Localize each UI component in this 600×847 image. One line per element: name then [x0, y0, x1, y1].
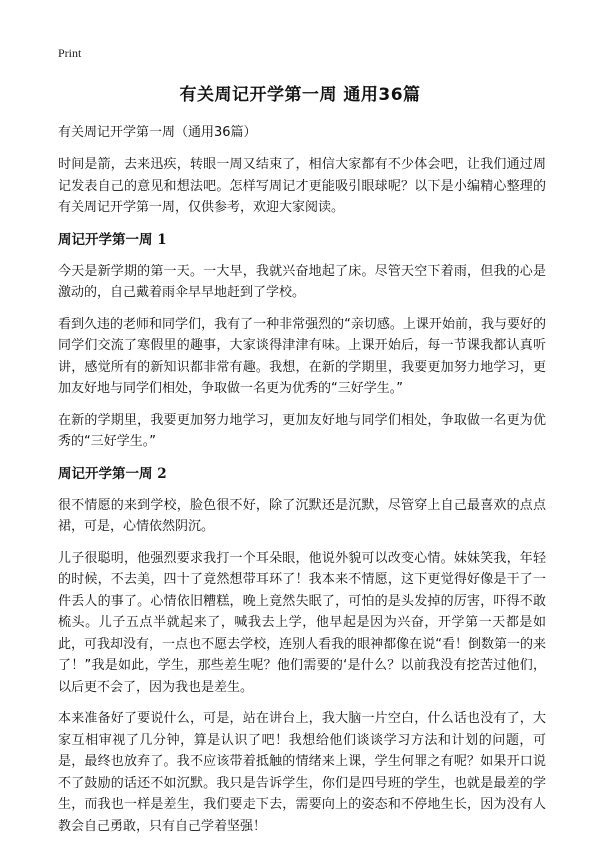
page-title: 有关周记开学第一周 通用36篇 [179, 85, 421, 105]
paragraph: 看到久违的老师和同学们，我有了一种非常强烈的“亲切感。上课开始前，我与要好的同学们交流了寒假里的趣事，大家谈得津津有味。上课开始后，每一节课我都认真听讲，感觉所有的新知识都非常有趣。我想，在新的学期里，我要更加努力地学习，更加友好地与同学们相处，争取做一名更为优秀的“三好学生。” [58, 316, 546, 396]
paragraph: 今天是新学期的第一天。一大早，我就兴奋地起了床。尽管天空下着雨，但我的心是激动的，自己戴着雨伞早早地赶到了学校。 [58, 263, 546, 300]
article-body [58, 122, 546, 847]
print-label: Print [58, 46, 82, 60]
article-subtitle: 有关周记开学第一周（通用36篇） [58, 125, 257, 140]
paragraph: 在新的学期里，我要更加努力地学习，更加友好地与同学们相处，争取做一名更为优秀的“三好学生。” [58, 412, 546, 449]
section-heading: 周记开学第一周 1 [58, 231, 167, 248]
paragraph: 本来准备好了要说什么，可是，站在讲台上，我大脑一片空白，什么话也没有了，大家互相审视了几分钟，算是认识了吧！我想给他们谈谈学习方法和计划的问题，可是，最终也放弃了。我不应该带着抵触的情绪来上课，学生何罪之有呢？如果开口说不了鼓励的话还不如沉默。我只是告诉学生，你们是四号班的学生，也就是最差的学生，而我也一样是差生，我们要走下去，需要向上的姿态和不停地生长，因为没有人教会自己勇敢，只有自己学着坚强！ [58, 711, 546, 834]
paragraph: 很不情愿的来到学校，脸色很不好，除了沉默还是沉默，尽管穿上自己最喜欢的点点裙，可是，心情依然阴沉。 [58, 497, 546, 534]
intro-paragraph: 时间是箭，去来迅疾，转眼一周又结束了，相信大家都有不少体会吧，让我们通过周记发表自己的意见和想法吧。怎样写周记才更能吸引眼球呢？以下是小编精心整理的有关周记开学第一周，仅供参考，欢迎大家阅读。 [58, 157, 546, 215]
section-2 [58, 463, 546, 838]
section-1 [58, 229, 546, 453]
section-heading: 周记开学第一周 2 [58, 465, 167, 482]
paragraph: 儿子很聪明，他强烈要求我打一个耳朵眼，他说外貌可以改变心情。妹妹笑我，年轻的时候，不去美，四十了竟然想带耳环了！我本来不情愿，这下更觉得好像是干了一件丢人的事了。心情依旧糟糕，晚上竟然失眠了，可怕的是头发掉的厉害，吓得不敢梳头。儿子五点半就起来了，喊我去上学，他早起是因为兴奋，开学第一天都是如此，可我却没有，一点也不愿去学校，连别人看我的眼神都像在说“看！倒数第一的来了！”我是如此，学生，那些差生呢？他们需要的‘是什么？以前我没有挖苦过他们，以后更不会了，因为我也是差生。 [58, 550, 546, 695]
